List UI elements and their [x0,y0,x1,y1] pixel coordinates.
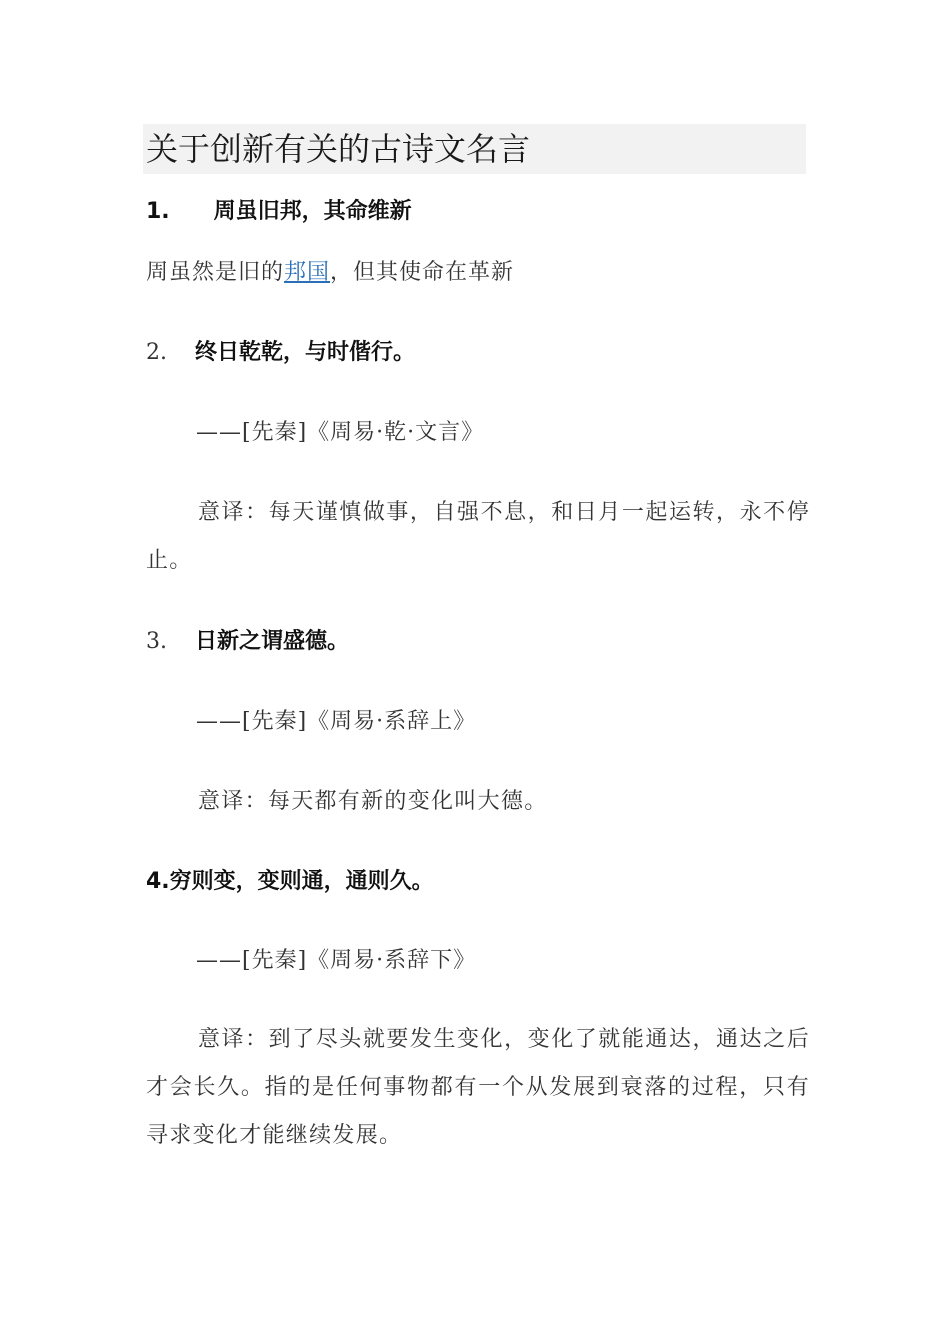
item-3-source: ——[先秦]《周易·系辞上》 [196,709,477,734]
item-4-source: ——[先秦]《周易·系辞下》 [196,948,477,973]
bangguo-link[interactable]: 邦国 [284,260,331,285]
item-2-heading-text: 终日乾乾，与时偕行。 [195,340,416,365]
item-1-explanation-start: 周虽然是旧的 [146,260,285,285]
item-2-number: 2. [146,340,167,365]
item-3-translation: 意译：每天都有新的变化叫大德。 [198,789,548,814]
item-2-source: ——[先秦]《周易·乾·文言》 [196,420,485,445]
item-4-number: 4. [146,869,170,894]
item-3-heading-text: 日新之谓盛德。 [195,629,350,654]
item-4-heading [146,867,434,897]
item-1-explanation [146,258,514,288]
item-1-number: 1. [146,199,170,224]
page-title: 关于创新有关的古诗文名言 [146,130,531,168]
item-4-translation: 意译：到了尽头就要发生变化，变化了就能通达，通达之后才会长久。指的是任何事物都有一个从发展到衰落的过程，只有寻求变化才能继续发展。 [146,1027,810,1148]
item-2-translation: 意译：每天谨慎做事，自强不息，和日月一起运转，永不停止。 [146,500,810,573]
item-1-explanation-end: ，但其使命在革新 [330,260,515,285]
item-1-heading [146,197,412,227]
item-3-number: 3. [146,629,167,654]
item-1-heading-text: 周虽旧邦，其命维新 [213,199,412,224]
item-4-heading-text: 穷则变，变则通，通则久。 [169,869,434,894]
item-3-heading [146,627,349,657]
item-2-heading [146,338,415,368]
